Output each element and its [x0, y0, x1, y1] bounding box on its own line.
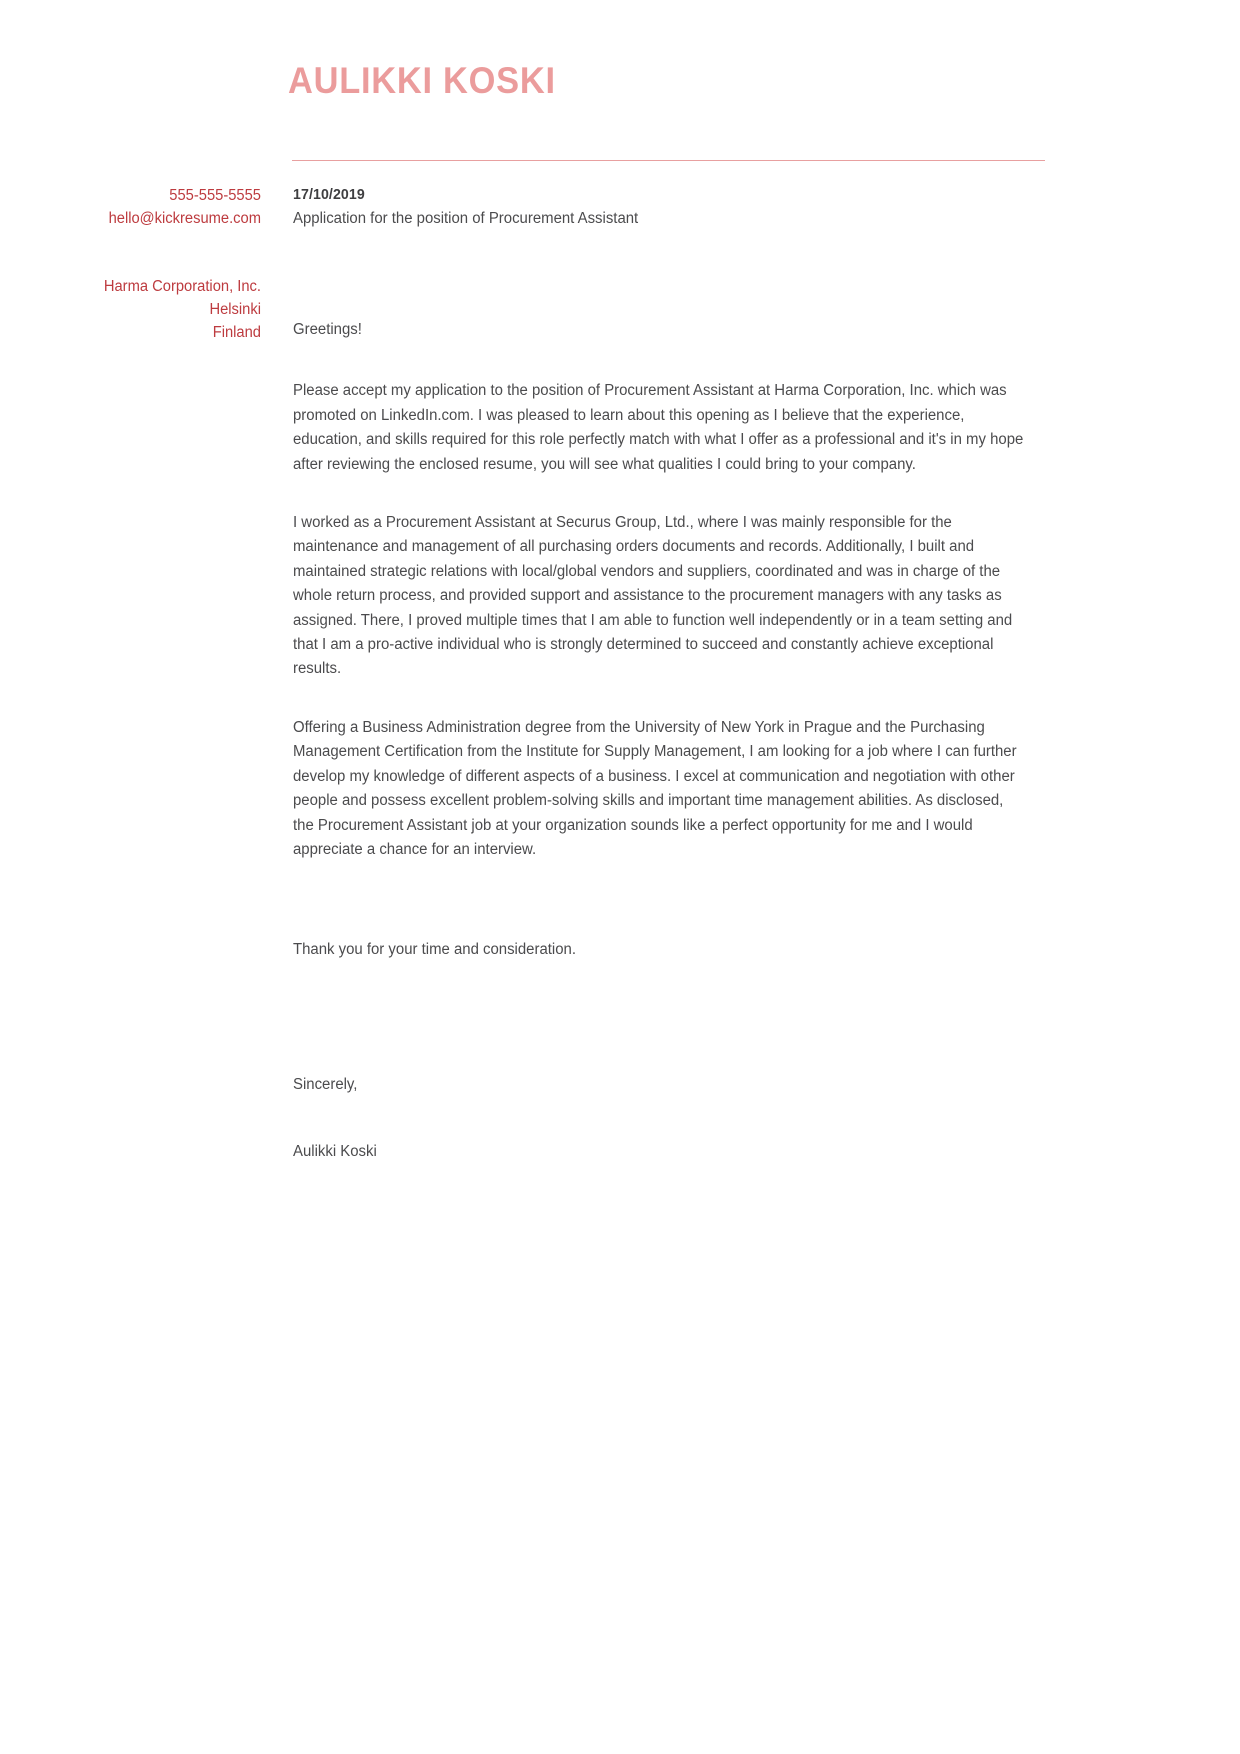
letter-signature-name: Aulikki Koski [293, 1143, 377, 1161]
letter-paragraph: I worked as a Procurement Assistant at Securus Group, Ltd., where I was mainly responsible for the maintenance and management of all purchasing orders documents and records. Additionally, I built and maintained strategic relations with local/global vendors and suppliers, coordinated and was in charge of the whole return process, and provided support and assistance to the procurement managers with any tasks as assigned. There, I proved multiple times that I am able to function well independently or in a team setting and that I am a pro-active individual who is strongly determined to succeed and constantly achieve exceptional results. [293, 514, 1013, 678]
recipient-country: Finland [212, 324, 261, 341]
header-divider [292, 160, 1045, 161]
letter-paragraph: Please accept my application to the position of Procurement Assistant at Harma Corporation, Inc. which was promoted on LinkedIn.com. I was pleased to learn about this opening as I believe that the experience, education, and skills required for this role perfectly match with what I offer as a professional and it's in my hope after reviewing the enclosed resume, you will see what qualities I could bring to your company. [293, 382, 1024, 473]
recipient-city: Helsinki [209, 301, 261, 318]
letter-signoff: Sincerely, [293, 1075, 358, 1093]
letter-closing-thanks: Thank you for your time and consideration. [293, 941, 576, 959]
contact-phone[interactable]: 555-555-5555 [169, 187, 261, 204]
contact-email[interactable]: hello@kickresume.com [108, 210, 261, 227]
letter-date: 17/10/2019 [293, 187, 365, 203]
page-title: AULIKKI KOSKI [288, 60, 556, 101]
letter-body-column [293, 184, 1025, 1165]
letter-paragraph: Offering a Business Administration degree from the University of New York in Prague and the Purchasing Management Certification from the Institute for Supply Management, I am looking for a job where I can further develop my knowledge of different aspects of a business. I excel at communication and negotiation with other people and possess excellent problem-solving skills and important time management abilities. As disclosed, the Procurement Assistant job at your organization sounds like a perfect opportunity for me and I would appreciate a chance for an interview. [293, 718, 1017, 858]
recipient-address-block [51, 230, 261, 344]
sidebar-contact-column [51, 184, 261, 344]
recipient-company: Harma Corporation, Inc. [103, 278, 261, 295]
contact-block [51, 184, 261, 230]
letter-subject: Application for the position of Procurement Assistant [293, 210, 639, 227]
letter-salutation: Greetings! [293, 321, 362, 338]
